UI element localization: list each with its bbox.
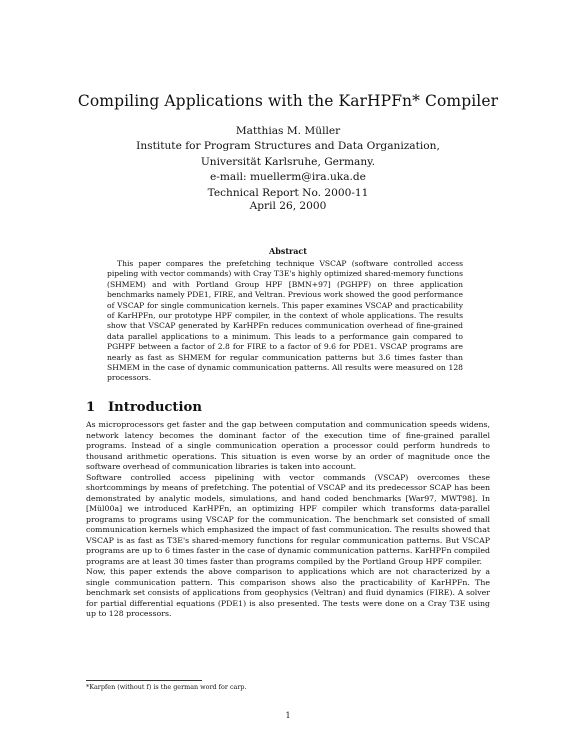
author-university: Universität Karlsruhe, Germany. [200, 155, 376, 168]
author-name: Matthias M. Müller [235, 125, 341, 137]
body-paragraph: Now, this paper extends the above comparison to applications which are not characterized by a single communication pattern. This comparison shows also the practicability of KarHPFn. The benchmark set consists of applications from geophysics (Veltran) and fluid dynamics (FIRE). A solver for partial differential equations (PDE1) is also presented. The tests were done on a Cray T3E using up to 128 processors. [86, 567, 490, 618]
author-block [0, 124, 576, 201]
technical-report-number: Technical Report No. 2000-11 [207, 186, 369, 199]
footnote-rule [86, 680, 202, 681]
paper-date: April 26, 2000 [249, 200, 327, 212]
body-paragraph: As microprocessors get faster and the gap between computation and communication speeds widens, network latency becomes the dominant factor of the execution time of fine-grained parallel programs. Instead of a single communication operation a processor could perform hundreds to thousand arithmetic operations. This situation is even worse by an order of magnitude once the software overhead of communication libraries is taken into account. [86, 420, 490, 471]
section-number: 1 [86, 400, 96, 415]
section-title: Introduction [108, 400, 202, 415]
abstract-text: This paper compares the prefetching technique VSCAP (software controlled access pipeling with vector commands) with Cray T3E's highly optimized shared-memory functions (SHMEM) and with Portland Group HPF [BMN+97] (PGHPF) on three application benchmarks namely PDE1, FIRE, and Veltran. Previous work showed the good performance of VSCAP for single communication kernels. This paper examines VSCAP and practicability of KarHPFn, our prototype HPF compiler, in the context of whole applications. The results show that VSCAP generated by KarHPFn reduces communication overhead of fine-grained data parallel applications to a minimum. This leads to a performance gain compared to PGHPF between a factor of 2.8 for FIRE to a factor of 9.6 for PDE1. VSCAP programs are nearly as fast as SHMEM for regular communication patterns but 3.6 times faster than SHMEM in the case of dynamic communication patterns. All results were measured on 128 processors. [107, 259, 463, 383]
paper-title: Compiling Applications with the KarHPFn* Compiler [77, 92, 499, 110]
body-paragraph: Software controlled access pipelining with vector commands (VSCAP) overcomes these shortcommings by means of prefetching. The potential of VSCAP and its predecessor SCAP has been demonstrated by analytic models, simulations, and hand coded benchmarks [War97, MWT98]. In [Mül00a] we introduced KarHPFn, an optimizing HPF compiler which transforms data-parallel programs to programs using VSCAP for the communication. The benchmark set consisted of small communication kernels which emphasized the impact of fast communication. The results showed that VSCAP is as fast as T3E's shared-memory functions for regular communication patterns. But VSCAP programs are up to 6 times faster in the case of dynamic communication patterns. KarHPFn compiled programs are at least 30 times faster than programs compiled by the Portland Group HPF compiler. [86, 472, 490, 566]
author-institute: Institute for Program Structures and Data Organization, [136, 140, 440, 153]
footnote: *Karpfen (without f) is the german word for carp. [86, 683, 247, 691]
abstract-heading: Abstract [269, 246, 307, 256]
section-body [86, 420, 490, 620]
author-email: e-mail: muellerm@ira.uka.de [210, 171, 366, 184]
page-number: 1 [285, 711, 291, 720]
section-heading [86, 400, 202, 415]
